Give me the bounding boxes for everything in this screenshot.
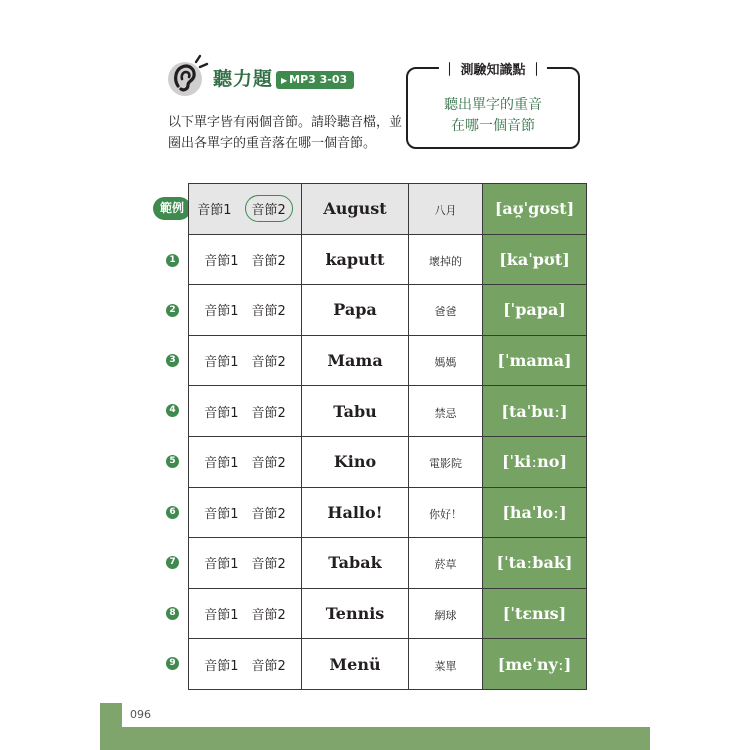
ipa-cell bbox=[483, 335, 587, 386]
mp3-label: MP3 3-03 bbox=[289, 73, 348, 86]
syllable-2-option[interactable]: 音節2 bbox=[251, 253, 286, 269]
meaning: 爸爸 bbox=[434, 305, 457, 319]
ipa-cell bbox=[483, 588, 587, 639]
meaning-cell bbox=[409, 234, 483, 285]
syllable-cell bbox=[189, 184, 302, 235]
syllable-1-option[interactable]: 音節1 bbox=[204, 405, 239, 421]
meaning: 壞掉的 bbox=[429, 254, 462, 268]
ipa-cell bbox=[483, 487, 587, 538]
mp3-badge[interactable] bbox=[276, 71, 354, 89]
instructions bbox=[168, 112, 408, 154]
row-marker-1: 1 bbox=[166, 254, 179, 267]
word: Menü bbox=[329, 654, 381, 674]
footer-bar bbox=[122, 727, 650, 750]
syllable-2-option[interactable]: 音節2 bbox=[251, 557, 286, 573]
syllable-1-option[interactable]: 音節1 bbox=[204, 658, 239, 674]
word: Tennis bbox=[325, 604, 385, 624]
knowledge-line-2: 在哪一個音節 bbox=[451, 118, 535, 134]
meaning: 媽媽 bbox=[434, 356, 457, 370]
ear-icon bbox=[166, 52, 210, 98]
play-icon: ▶ bbox=[281, 76, 288, 85]
meaning: 網球 bbox=[434, 609, 457, 623]
word: Hallo! bbox=[327, 502, 383, 522]
section-title: 聽力題 bbox=[213, 68, 274, 90]
meaning-cell bbox=[409, 335, 483, 386]
word: Tabu bbox=[333, 401, 377, 421]
syllable-2-option[interactable]: 音節2 bbox=[251, 355, 286, 371]
example-tag: 範例 bbox=[153, 197, 191, 220]
meaning-cell bbox=[409, 639, 483, 690]
row-marker-7: 7 bbox=[166, 556, 179, 569]
syllable-2-option[interactable]: 音節2 bbox=[251, 658, 286, 674]
syllable-cell bbox=[189, 436, 302, 487]
meaning-cell bbox=[409, 588, 483, 639]
row-marker-6: 6 bbox=[166, 506, 179, 519]
word-cell bbox=[302, 234, 409, 285]
syllable-2-option[interactable]: 音節2 bbox=[251, 456, 286, 472]
ipa: [aʊ̯ˈgʊst] bbox=[494, 199, 575, 219]
word: August bbox=[323, 199, 387, 219]
meaning: 禁忌 bbox=[434, 406, 457, 420]
word-cell bbox=[302, 538, 409, 589]
syllable-1-option[interactable]: 音節1 bbox=[204, 456, 239, 472]
ipa: [ˈtaːbak] bbox=[496, 553, 573, 573]
syllable-1-option[interactable]: 音節1 bbox=[204, 506, 239, 522]
table-row-example bbox=[189, 184, 587, 235]
knowledge-title-text: 測驗知識點 bbox=[460, 63, 526, 78]
knowledge-line-1: 聽出單字的重音 bbox=[444, 97, 542, 113]
ipa-cell bbox=[483, 184, 587, 235]
word: Kino bbox=[333, 452, 377, 472]
word-cell bbox=[302, 184, 409, 235]
table-row bbox=[189, 487, 587, 538]
ipa: [ˈkiːno] bbox=[501, 452, 568, 472]
row-marker-9: 9 bbox=[166, 657, 179, 670]
word-cell bbox=[302, 335, 409, 386]
ipa: [kaˈpʊt] bbox=[499, 249, 570, 269]
syllable-cell bbox=[189, 588, 302, 639]
meaning-cell bbox=[409, 285, 483, 336]
row-marker-2: 2 bbox=[166, 304, 179, 317]
word-cell bbox=[302, 639, 409, 690]
syllable-cell bbox=[189, 234, 302, 285]
vocabulary-table bbox=[188, 183, 587, 690]
word: Papa bbox=[333, 300, 377, 320]
syllable-cell bbox=[189, 386, 302, 437]
knowledge-title: ｜ 測驗知識點 ｜ bbox=[439, 59, 547, 78]
table-row bbox=[189, 588, 587, 639]
footer-tab bbox=[100, 703, 122, 750]
meaning: 菜單 bbox=[434, 659, 457, 673]
word-cell bbox=[302, 386, 409, 437]
table-row bbox=[189, 639, 587, 690]
ipa-cell bbox=[483, 538, 587, 589]
meaning: 菸草 bbox=[434, 558, 457, 572]
ipa: [ˈmama] bbox=[497, 351, 572, 371]
word-cell bbox=[302, 436, 409, 487]
meaning-cell bbox=[409, 184, 483, 235]
syllable-cell bbox=[189, 639, 302, 690]
syllable-1-option[interactable]: 音節1 bbox=[204, 304, 239, 320]
syllable-1-option[interactable]: 音節1 bbox=[204, 557, 239, 573]
ipa-cell bbox=[483, 285, 587, 336]
meaning-cell bbox=[409, 386, 483, 437]
instructions-line-2: 圈出各單字的重音落在哪一個音節。 bbox=[168, 136, 377, 151]
syllable-cell bbox=[189, 335, 302, 386]
syllable-1-option[interactable]: 音節1 bbox=[204, 608, 239, 624]
row-marker-3: 3 bbox=[166, 354, 179, 367]
word-cell bbox=[302, 588, 409, 639]
row-marker-8: 8 bbox=[166, 607, 179, 620]
syllable-2-option[interactable]: 音節2 bbox=[251, 608, 286, 624]
knowledge-point-box bbox=[406, 63, 580, 149]
word: Mama bbox=[327, 351, 383, 371]
table-row bbox=[189, 538, 587, 589]
ipa: [ˈtɛnɪs] bbox=[502, 604, 567, 624]
table-row bbox=[189, 386, 587, 437]
table-row bbox=[189, 234, 587, 285]
ipa-cell bbox=[483, 234, 587, 285]
row-marker-5: 5 bbox=[166, 455, 179, 468]
row-marker-4: 4 bbox=[166, 404, 179, 417]
syllable-2-option[interactable]: 音節2 bbox=[251, 506, 286, 522]
ipa: [haˈloː] bbox=[502, 502, 567, 522]
table-row bbox=[189, 436, 587, 487]
ipa-cell bbox=[483, 639, 587, 690]
ipa: [ˈpapa] bbox=[503, 300, 566, 320]
syllable-2-option-circled[interactable]: 音節2 bbox=[245, 195, 293, 222]
page-number: 096 bbox=[130, 708, 151, 721]
syllable-1-option[interactable]: 音節1 bbox=[204, 253, 239, 269]
word-cell bbox=[302, 285, 409, 336]
syllable-2-option[interactable]: 音節2 bbox=[251, 405, 286, 421]
meaning-cell bbox=[409, 436, 483, 487]
syllable-cell bbox=[189, 538, 302, 589]
word-cell bbox=[302, 487, 409, 538]
syllable-1-option[interactable]: 音節1 bbox=[204, 355, 239, 371]
instructions-line-1: 以下單字皆有兩個音節。請聆聽音檔，並 bbox=[168, 115, 403, 130]
table-row bbox=[189, 285, 587, 336]
word: Tabak bbox=[328, 553, 382, 573]
syllable-cell bbox=[189, 487, 302, 538]
ipa: [meˈnyː] bbox=[497, 654, 572, 674]
ipa-cell bbox=[483, 436, 587, 487]
meaning-cell bbox=[409, 487, 483, 538]
syllable-2-option[interactable]: 音節2 bbox=[251, 304, 286, 320]
ipa: [taˈbuː] bbox=[501, 401, 568, 421]
meaning: 你好！ bbox=[429, 507, 462, 521]
meaning: 電影院 bbox=[429, 457, 462, 471]
meaning: 八月 bbox=[434, 204, 457, 218]
ipa-cell bbox=[483, 386, 587, 437]
table-row bbox=[189, 335, 587, 386]
syllable-cell bbox=[189, 285, 302, 336]
word: kaputt bbox=[325, 249, 385, 269]
syllable-1-option[interactable]: 音節1 bbox=[197, 203, 232, 219]
meaning-cell bbox=[409, 538, 483, 589]
